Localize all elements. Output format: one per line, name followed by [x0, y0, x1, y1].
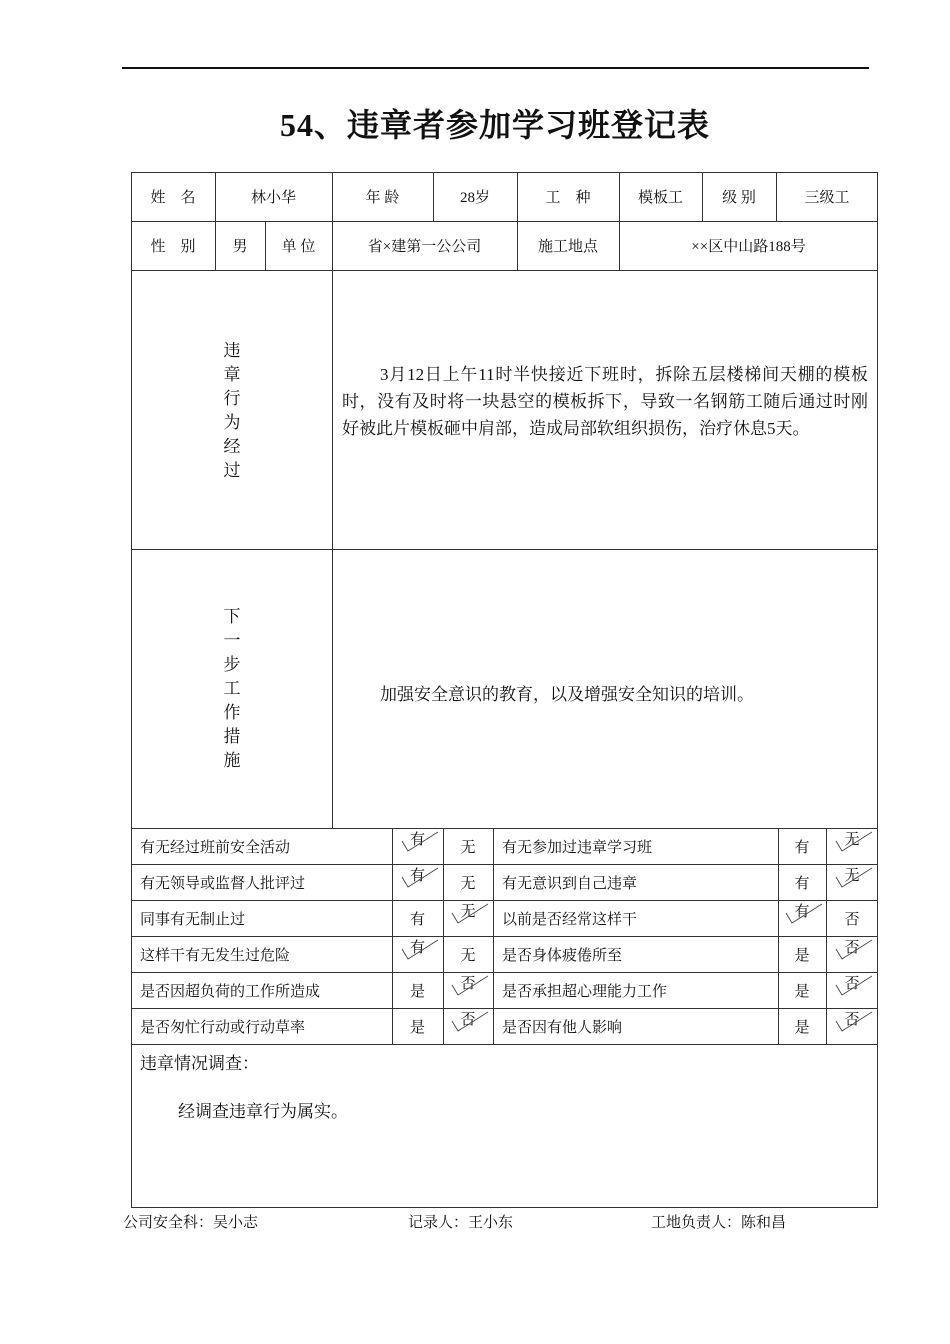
unit-label: 单 位 — [281, 239, 316, 255]
age-label: 年 龄 — [365, 190, 400, 206]
checklist-option-label: 否 — [844, 1011, 860, 1028]
grade-value: 三级工 — [804, 190, 850, 206]
checklist-option-label: 是 — [409, 1019, 425, 1036]
checklist-question: 以前是否经常这样干 — [502, 912, 638, 928]
checklist-option-label: 否 — [844, 939, 860, 956]
checklist-option-label: 否 — [844, 911, 860, 928]
checklist-option-label: 否 — [844, 975, 860, 992]
checklist-option[interactable] — [398, 1009, 438, 1043]
sex-label: 性 别 — [150, 239, 196, 255]
unit-value: 省×建第一公公司 — [367, 239, 482, 255]
footer-safety-dept: 公司安全科：吴小志 — [123, 1215, 259, 1231]
checklist-option-label: 无 — [460, 839, 476, 856]
checklist-option-label: 无 — [844, 831, 860, 848]
checklist-option-label: 无 — [460, 903, 476, 920]
violation-label: 违 章 行 为 经 过 — [223, 341, 241, 480]
sex-value: 男 — [232, 239, 248, 255]
grade-label: 级 别 — [722, 190, 756, 206]
checklist-option-label: 无 — [460, 947, 476, 964]
measures-label: 下 一 步 工 作 措 施 — [223, 607, 241, 770]
checklist-question: 是否承担超心理能力工作 — [502, 984, 668, 1000]
checklist-option-label: 无 — [460, 875, 476, 892]
checklist-option-label: 有 — [409, 939, 425, 956]
checklist-option[interactable] — [782, 829, 822, 863]
trade-label: 工 种 — [545, 190, 591, 206]
measures-text: 加强安全意识的教育，以及增强安全知识的培训。 — [380, 685, 754, 704]
checklist-option-label: 有 — [794, 839, 810, 856]
trade-value: 模板工 — [637, 190, 683, 206]
checklist-option-label: 是 — [794, 983, 810, 1000]
checklist-question: 有无意识到自己违章 — [502, 876, 638, 892]
checklist-option-checked[interactable] — [448, 1009, 488, 1043]
checklist-question: 是否因有他人影响 — [502, 1020, 623, 1036]
checklist-option[interactable] — [782, 937, 822, 971]
checklist-option-label: 有 — [409, 867, 425, 884]
checklist-question: 有无经过班前安全活动 — [140, 840, 291, 856]
checklist-question: 这样干有无发生过危险 — [140, 948, 291, 964]
checklist-option-label: 有 — [794, 875, 810, 892]
checklist-option-label: 否 — [460, 1011, 476, 1028]
checklist-option-label: 否 — [460, 975, 476, 992]
checklist-question: 是否因超负荷的工作所造成 — [140, 984, 321, 1000]
checklist-option[interactable] — [782, 973, 822, 1007]
footer-site-manager: 工地负责人：陈和昌 — [651, 1215, 787, 1231]
checklist-option-checked[interactable] — [782, 901, 822, 935]
checklist-option-checked[interactable] — [832, 865, 872, 899]
checklist-option-label: 是 — [794, 1019, 810, 1036]
checklist-option[interactable] — [782, 1009, 822, 1043]
site-label: 施工地点 — [537, 239, 598, 255]
checklist-question: 有无领导或监督人批评过 — [140, 876, 306, 892]
checklist-option[interactable] — [398, 973, 438, 1007]
top-rule — [122, 67, 869, 69]
checklist-option-label: 无 — [844, 867, 860, 884]
investigation-text: 经调查违章行为属实。 — [178, 1102, 348, 1121]
checklist-option-checked[interactable] — [398, 865, 438, 899]
checklist-option-label: 是 — [409, 983, 425, 1000]
name-label: 姓 名 — [150, 190, 196, 206]
checklist-option-checked[interactable] — [448, 901, 488, 935]
checklist-option-label: 是 — [794, 947, 810, 964]
age-value: 28岁 — [459, 190, 490, 206]
footer-recorder: 记录人：王小东 — [408, 1215, 514, 1231]
checklist-option-label: 有 — [794, 903, 810, 920]
checklist-option[interactable] — [448, 829, 488, 863]
page-title: 54、违章者参加学习班登记表 — [279, 107, 710, 143]
checklist-option-checked[interactable] — [832, 1009, 872, 1043]
checklist-option-label: 有 — [409, 831, 425, 848]
checklist-option-label: 有 — [409, 911, 425, 928]
violation-text: 3月12日上午11时半快接近下班时，拆除五层楼梯间天棚的模板时，没有及时将一块悬空的模板拆下，导致一名钢筋工随后通过时刚好被此片模板砸中肩部，造成局部软组织损伤，治疗休息5天。 — [342, 365, 868, 438]
checklist-question: 同事有无制止过 — [140, 912, 246, 928]
checklist-option-checked[interactable] — [398, 937, 438, 971]
checklist-question: 是否身体疲倦所至 — [502, 948, 623, 964]
site-value: ××区中山路188号 — [691, 239, 806, 255]
checklist-question: 是否匆忙行动或行动草率 — [140, 1020, 306, 1036]
checklist-question: 有无参加过违章学习班 — [502, 840, 653, 856]
investigation-label: 违章情况调查： — [140, 1054, 259, 1073]
name-value: 林小华 — [250, 190, 296, 206]
